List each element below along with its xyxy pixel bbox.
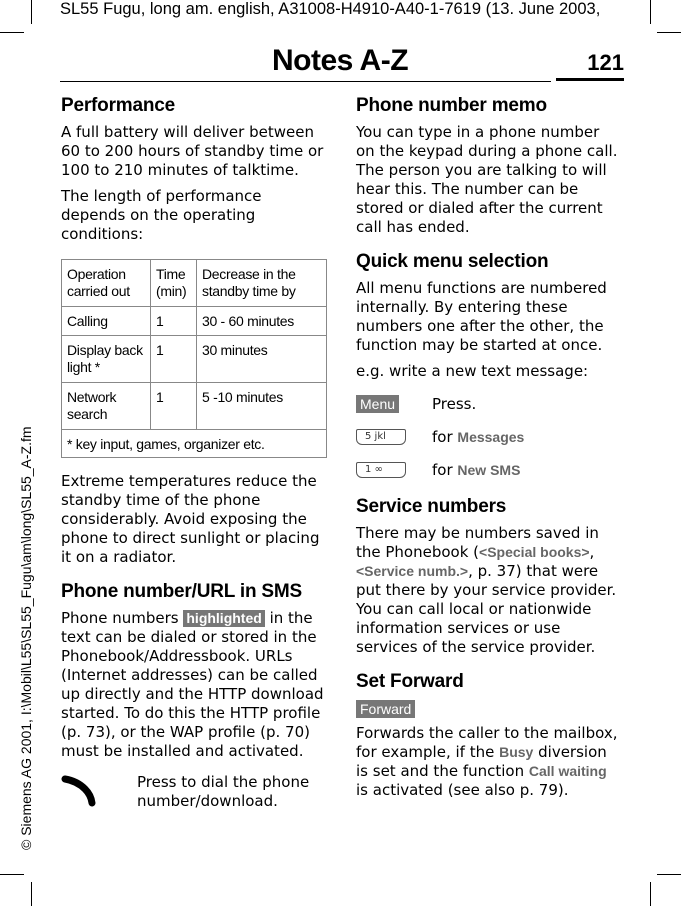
crop-mark (657, 874, 681, 875)
step-text: for (432, 427, 453, 446)
quick-menu-heading: Quick menu selection (356, 251, 549, 272)
menu-softkey[interactable]: Menu (356, 395, 399, 413)
table-cell: Network search (62, 383, 151, 430)
url-sms-heading: Phone number/URL in SMS (61, 581, 303, 602)
crop-mark (657, 32, 681, 33)
page-number: 121 (587, 50, 624, 75)
crop-mark (650, 0, 651, 24)
menu-keyword: Call waiting (528, 763, 607, 779)
step-row (356, 459, 621, 480)
running-header: SL55 Fugu, long am. english, A31008-H4910-A40-1-7619 (13. June 2003, (60, 0, 601, 18)
performance-paragraph: A full battery will deliver between 60 to 200 hours of standby time or 100 to 210 minutes of talktime. (61, 123, 324, 179)
table-row (62, 307, 327, 336)
step-text: Press. (432, 394, 477, 413)
performance-paragraph: Extreme temperatures reduce the standby time of the phone considerably. Avoid exposing the phone to direct sunlight or placing it on a radiator. (61, 472, 320, 566)
memo-paragraph: You can type in a phone number on the keypad during a phone call. The person you are talking to will hear this. The number can be stored or dialed after the current call has ended. (356, 123, 618, 236)
performance-table (61, 259, 327, 458)
url-sms-text: in the text can be dialed or stored in the Phonebook/Addressbook. URLs (Internet addresses) can be called up directly and the HTTP download started. To do this the HTTP profile (p. 73), or the WAP profile (p. 70) must be installed and activated. (61, 609, 324, 760)
table-row (62, 336, 327, 383)
quick-menu-paragraph: All menu functions are numbered internally. By entering these numbers one after the other, the function may be started at once. (356, 279, 607, 354)
memo-heading: Phone number memo (356, 95, 547, 116)
table-cell: 30 minutes (197, 336, 327, 383)
table-cell: 30 - 60 minutes (197, 307, 327, 336)
crop-mark (31, 0, 32, 24)
menu-keyword: <Special books> (479, 544, 590, 560)
table-header-row (62, 260, 327, 307)
service-heading: Service numbers (356, 496, 507, 517)
step-row (356, 426, 621, 447)
call-key-text: Press to dial the phone number/download. (137, 773, 310, 810)
step-keyword: New SMS (457, 461, 521, 478)
performance-paragraph: The length of performance depends on the operating conditions: (61, 187, 262, 243)
step-row (356, 393, 621, 414)
table-footnote-row (62, 430, 327, 458)
menu-keyword: <Service numb.> (356, 563, 469, 579)
left-column (61, 95, 326, 818)
table-cell: 1 (151, 307, 197, 336)
highlighted-badge: highlighted (183, 610, 264, 627)
table-header-cell: Decrease in the standby time by (197, 260, 327, 307)
table-header-cell: Operation carried out (62, 260, 151, 307)
call-key-icon (61, 773, 137, 813)
forward-softkey[interactable]: Forward (356, 700, 415, 718)
url-sms-paragraph (61, 609, 326, 761)
menu-keyword: Busy (499, 744, 534, 760)
crop-mark (31, 882, 32, 906)
table-cell: 1 (151, 383, 197, 430)
performance-heading: Performance (61, 95, 175, 116)
table-cell: Calling (62, 307, 151, 336)
crop-mark (0, 874, 24, 875)
crop-mark (0, 32, 24, 33)
copyright-sidebar: © Siemens AG 2001, I:\Mobil\L55\SL55_Fugu\am\long\SL55_A-Z.fm (18, 426, 34, 850)
table-cell: 5 -10 minutes (197, 383, 327, 430)
table-row (62, 383, 327, 430)
right-column (356, 95, 621, 807)
table-cell: Display back light * (62, 336, 151, 383)
header-rule (60, 81, 551, 82)
service-paragraph: There may be numbers saved in the Phonebook (<Special books>, <Service numb.>, p. 37) that were put there by your service provider. You can call local or nationwide information services or use services of the service provider. (356, 524, 617, 656)
step-text: for (432, 460, 453, 479)
step-keyword: Messages (457, 428, 525, 445)
call-key-row (61, 773, 326, 818)
table-footnote: * key input, games, organizer etc. (62, 430, 327, 458)
quick-menu-example: e.g. write a new text message: (356, 362, 589, 380)
page-title: Notes A-Z (271, 44, 409, 77)
forward-heading: Set Forward (356, 671, 464, 692)
table-cell: 1 (151, 336, 197, 383)
page-number-rule (556, 78, 624, 81)
key-5-icon[interactable]: 5 jkl (356, 429, 406, 445)
url-sms-text: Phone numbers (61, 609, 179, 627)
forward-paragraph: Forwards the caller to the mailbox, for example, if the Busy diversion is set and the function Call waiting is activated (see also p. 79). (356, 724, 618, 799)
crop-mark (650, 882, 651, 906)
table-header-cell: Time (min) (151, 260, 197, 307)
key-1-icon[interactable]: 1 ∞ (356, 462, 406, 478)
